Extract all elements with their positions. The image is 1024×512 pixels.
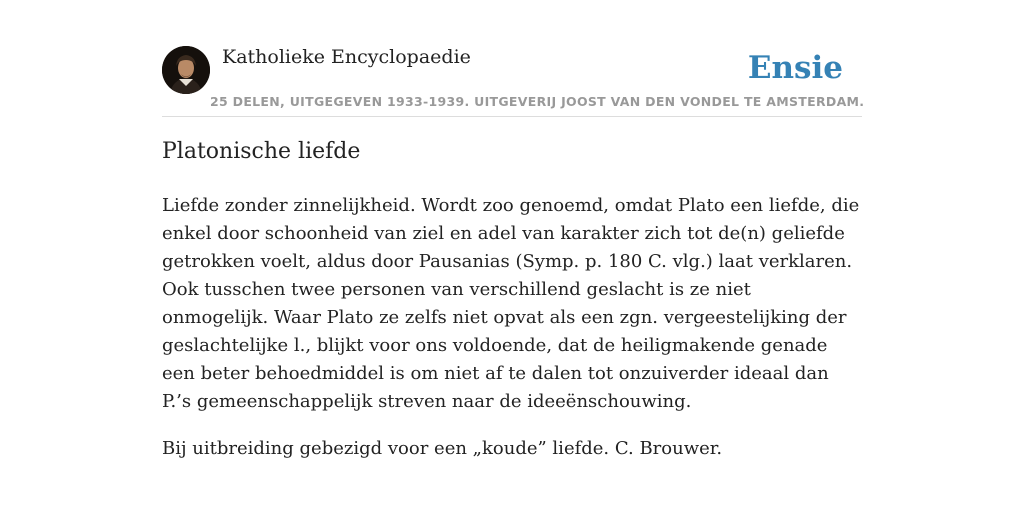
- publication-title[interactable]: Katholieke Encyclopaedie: [222, 46, 471, 68]
- page-header: [162, 44, 865, 117]
- brand-logo[interactable]: Ensie: [747, 50, 843, 86]
- article-body: [162, 192, 862, 482]
- article-title: Platonische liefde: [162, 139, 361, 164]
- portrait-avatar-icon[interactable]: [162, 46, 210, 94]
- article-paragraph: Liefde zonder zinnelijkheid. Wordt zoo genoemd, omdat Plato een liefde, die enkel door schoonheid van ziel en adel van karakter zich tot de(n) geliefde getrokken voelt, aldus door Pausanias (Symp. p. 180 C. vlg.) laat verklaren. Ook tusschen twee personen van verschillend geslacht is ze niet onmogelijk. Waar Plato ze zelfs niet opvat als een zgn. vergeestelijking der geslachtelijke l., blijkt voor ons voldoende, dat de heiligmakende genade een beter behoedmiddel is om niet af te dalen tot onzuiverder ideaal dan P.’s gemeenschappelijk streven naar de ideeënschouwing.: [162, 195, 860, 412]
- publication-subtitle: 25 DELEN, UITGEGEVEN 1933-1939. UITGEVERIJ JOOST VAN DEN VONDEL TE AMSTERDAM.: [210, 94, 865, 109]
- article-paragraph: Bij uitbreiding gebezigd voor een „koude” liefde. C. Brouwer.: [162, 438, 723, 459]
